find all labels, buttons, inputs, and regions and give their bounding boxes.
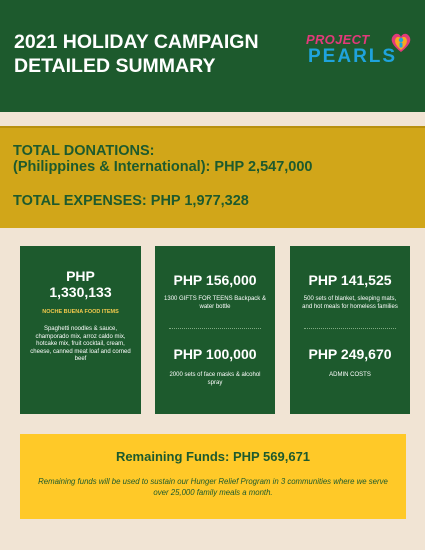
card-bottom-amount: PHP 249,670 <box>308 346 392 362</box>
card-gifts-masks <box>155 246 275 414</box>
header-banner <box>0 0 425 112</box>
total-donations <box>13 143 312 175</box>
card-subtitle: NOCHE BUENA FOOD ITEMS <box>42 309 119 315</box>
total-donations-label: TOTAL DONATIONS: <box>13 143 155 159</box>
title-line-2: DETAILED SUMMARY <box>14 55 216 77</box>
remaining-funds-title: Remaining Funds: PHP 569,671 <box>115 449 311 464</box>
title-line-1: 2021 HOLIDAY CAMPAIGN <box>14 31 259 53</box>
logo-word-2: PEARLS <box>308 46 398 67</box>
card-top-description: 1300 GIFTS FOR TEENS Backpack & water bottle <box>164 296 266 310</box>
dotted-divider <box>169 328 261 329</box>
remaining-funds-panel <box>20 434 406 519</box>
card-bottom-description: ADMIN COSTS <box>329 372 371 378</box>
card-top-amount: PHP 141,525 <box>308 272 392 288</box>
total-expenses: TOTAL EXPENSES: PHP 1,977,328 <box>13 193 249 209</box>
card-amount <box>20 268 141 300</box>
hearts-figure-icon <box>390 30 412 54</box>
card-noche-buena <box>20 246 141 414</box>
remaining-funds-note: Remaining funds will be used to sustain our Hunger Relief Program in 3 communities where we serve over 25,000 family meals a month. <box>38 477 388 497</box>
card-top-amount: PHP 156,000 <box>173 272 257 288</box>
card-description: Spaghetti noodles & sauce, champorado mix, arroz caldo mix, hotcake mix, fruit cocktail, cream, cheese, canned meat loaf and corned beef <box>30 326 131 362</box>
page-title <box>14 30 259 78</box>
project-pearls-logo <box>306 32 412 72</box>
card-bottom-amount: PHP 100,000 <box>173 346 257 362</box>
total-donations-value: (Philippines & International): PHP 2,547,000 <box>13 159 313 175</box>
dotted-divider <box>304 328 396 329</box>
card-bottom-description: 2000 sets of face masks & alcohol spray <box>169 372 261 386</box>
card-top-description: 500 sets of blanket, sleeping mats, and hot meals for homeless families <box>302 296 398 310</box>
totals-panel <box>0 126 425 228</box>
card-amount-line-1: PHP <box>66 268 95 284</box>
logo-word-1: PROJECT <box>306 32 370 47</box>
card-amount-line-2: 1,330,133 <box>49 284 112 300</box>
card-blankets-admin <box>290 246 410 414</box>
